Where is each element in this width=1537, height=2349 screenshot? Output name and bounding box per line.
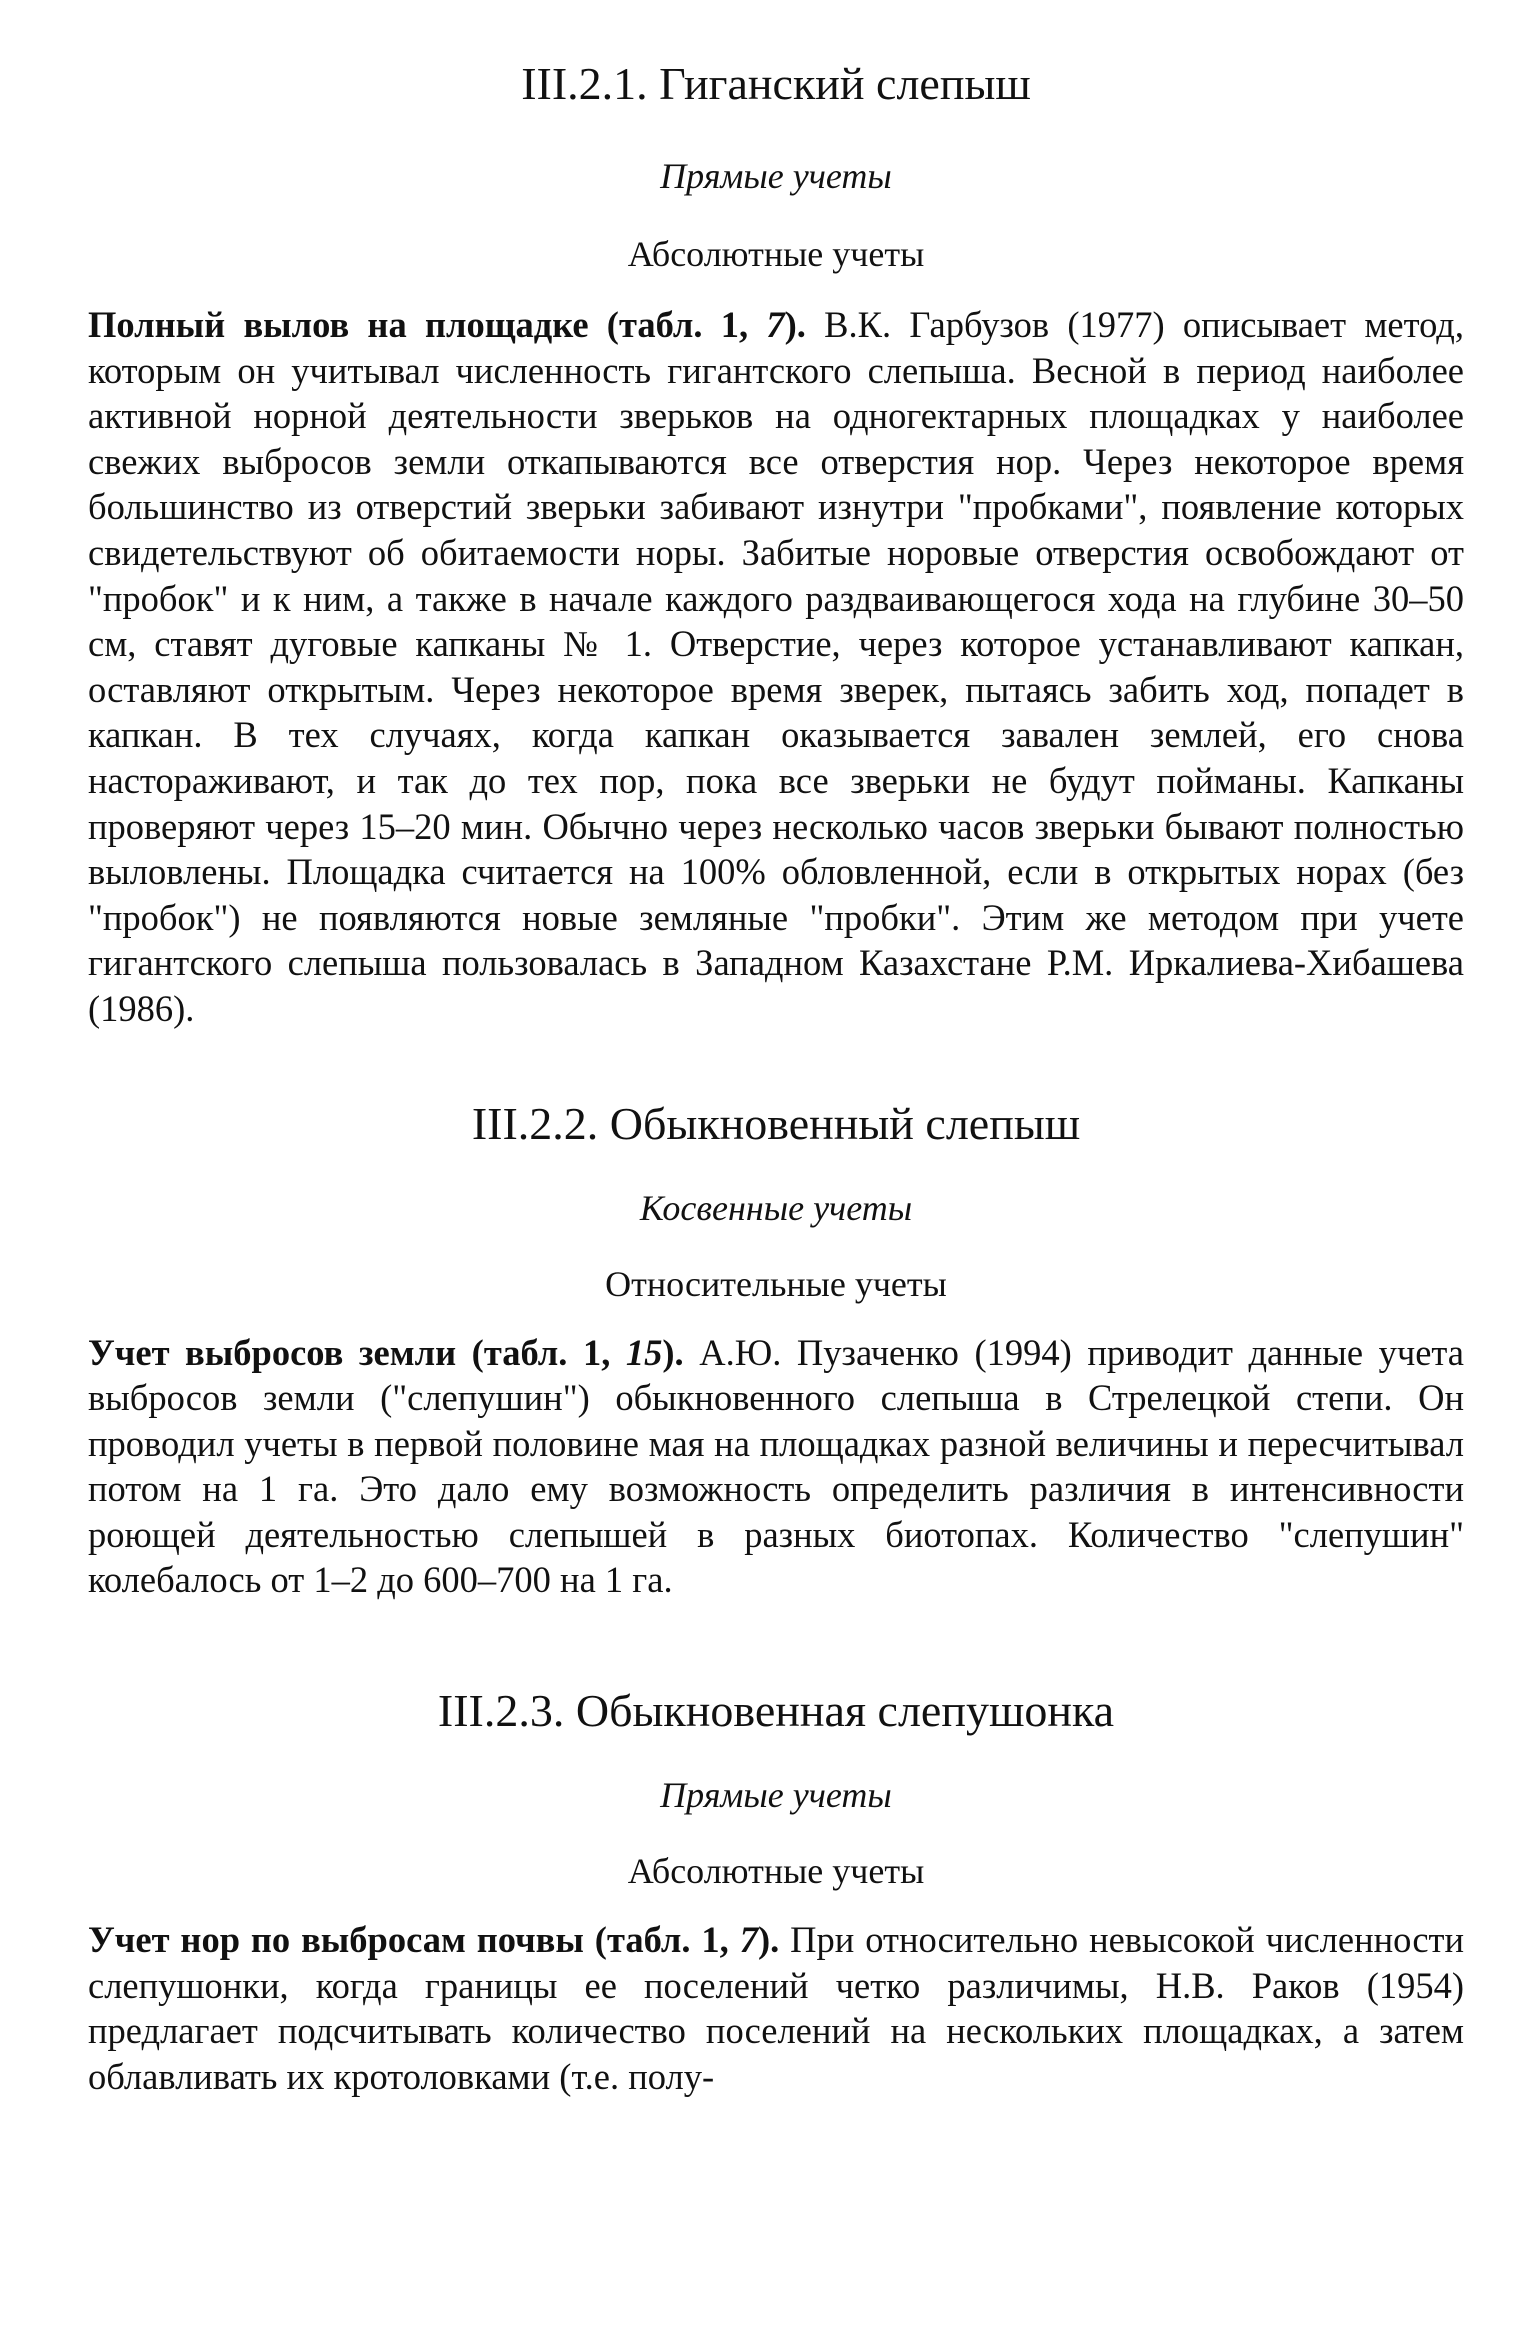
method-title: Полный вылов на площадке (табл. 1, 7). [88, 304, 806, 345]
section-paragraph [88, 302, 1464, 1032]
section-heading-mole-vole: III.2.3. Обыкновенная слепушонка [437, 1685, 1115, 1737]
section-paragraph [88, 1917, 1464, 2099]
paragraph-body: В.К. Гарбузов (1977) описывает метод, которым он учитывал численность гигантского слепыша. Весной в период наиболее активной норной деятельности зверьков на одногектарных площадках у наиболее свежих выбросов земли откапываются все отверстия нор. Через некоторое время большинство из отверстий зверьки забивают изнутри "пробками", появление которых свидетельствуют об обитаемости норы. Забитые норовые отверстия освобождают от "пробок" и к ним, а также в начале каждого раздваивающегося хода на глубине 30–50 см, ставят дуговые капканы № 1. Отверстие, через которое устанавливают капкан, оставляют открытым. Через некоторое время зверек, пытаясь забить ход, попадет в капкан. В тех случаях, когда капкан оказывается завален землей, его снова настораживают, и так до тех пор, пока все зверьки не будут пойманы. Капканы проверяют через 15–20 мин. Обычно через несколько часов зверьки бывают полностью выловлены. Площадка считается на 100% обловленной, если в открытых норах (без "пробок") не появляются новые земляные "пробки". Этим же методом при учете гигантского слепыша пользовалась в Западном Казахстане Р.М. Иркалиева-Хибашева (1986). [88, 304, 1464, 1029]
section-heading-giant-mole-rat: III.2.1. Гиганский слепыш [521, 58, 1031, 109]
section-category: Прямые учеты [660, 156, 892, 196]
section-category: Косвенные учеты [639, 1187, 913, 1228]
method-title: Учет выбросов земли (табл. 1, 15). [88, 1331, 684, 1373]
section-subcategory: Абсолютные учеты [627, 234, 925, 274]
paragraph-body: А.Ю. Пузаченко (1994) приводит данные учета выбросов земли ("слепушин") обыкновенного слепыша в Стрелецкой степи. Он проводил учеты в первой половине мая на площадках разной величины и пересчитывал потом на 1 га. Это дало ему возможность определить различия в интенсивности роющей деятельностью слепышей в разных биотопах. Количество "слепушин" колебалось от 1–2 до 600–700 на 1 га. [88, 1331, 1464, 1601]
paragraph-body: При относительно невысокой численности слепушонки, когда границы ее поселений четко различимы, Н.В. Раков (1954) предлагает подсчитывать количество поселений на нескольких площадках, а затем облавливать их кротоловками (т.е. полу- [88, 1919, 1465, 2097]
section-category: Прямые учеты [660, 1775, 892, 1816]
section-subcategory: Абсолютные учеты [627, 1851, 925, 1892]
method-ref: 7 [766, 304, 785, 345]
method-ref: 15 [625, 1331, 663, 1373]
document-page [88, 52, 1464, 2099]
method-ref: 7 [739, 1919, 758, 1961]
section-heading-common-mole-rat: III.2.2. Обыкновенный слепыш [471, 1097, 1081, 1149]
section-subcategory: Относительные учеты [605, 1263, 947, 1304]
section-paragraph [88, 1330, 1464, 1604]
method-title: Учет нор по выбросам почвы (табл. 1, 7). [88, 1919, 780, 1961]
